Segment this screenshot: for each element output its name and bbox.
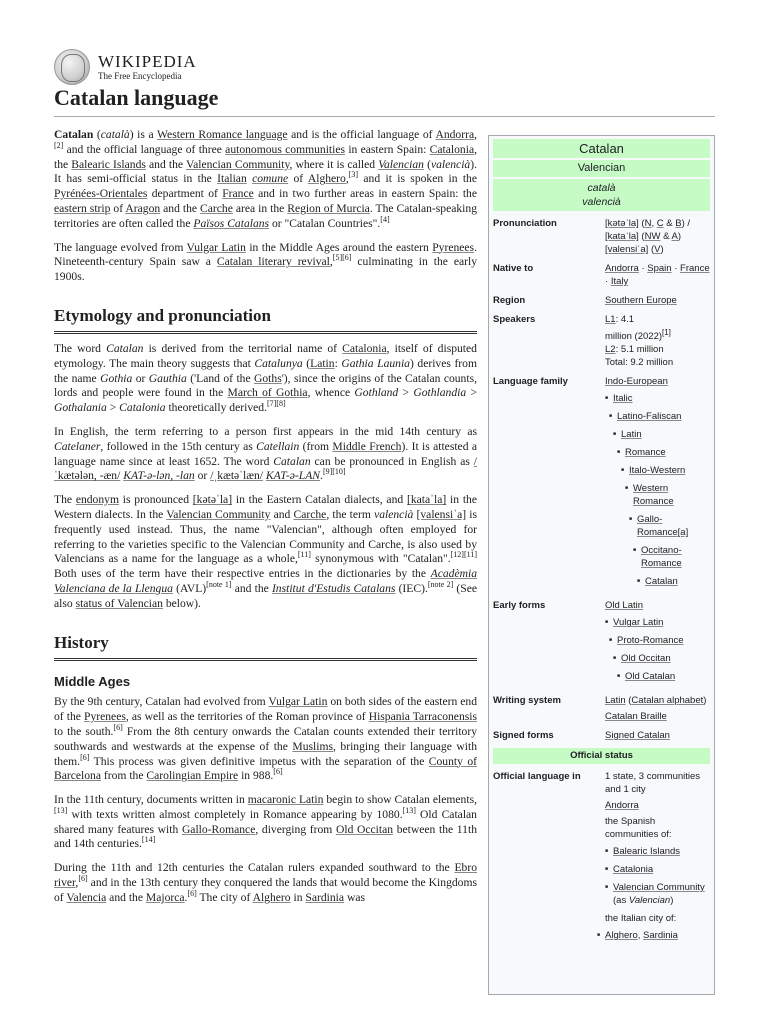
inline-link[interactable]: Alghero (252, 890, 291, 904)
site-header (54, 50, 197, 84)
list-item[interactable] (625, 670, 710, 683)
inline-link[interactable]: B (675, 218, 682, 229)
list-item[interactable] (641, 544, 710, 570)
infobox-value-region[interactable] (605, 294, 710, 307)
inline-link[interactable]: autonomous communities (225, 142, 346, 156)
lead-paragraph-2: The language evolved from Vulgar Latin in the Middle Ages around the eastern Pyrenees. Nineteenth-century Spain saw a Catalan literary revival,[5][6] culminating in the early 1900s. (54, 240, 478, 284)
inline-link[interactable]: Region of Murcia (287, 201, 370, 215)
inline-link[interactable]: [kataˈla] (406, 493, 447, 507)
inline-link[interactable]: Gallo-Romance (181, 822, 256, 836)
infobox-label: Native to (493, 263, 534, 274)
early-forms-tree (605, 616, 710, 683)
infobox-label: Language family (493, 376, 568, 388)
inline-link[interactable]: Goths (254, 371, 282, 385)
list-item[interactable] (637, 513, 710, 539)
page-title: Catalan language (54, 84, 715, 117)
inline-link[interactable]: Sardinia (305, 890, 345, 904)
inline-link[interactable]: Valencian Community (186, 157, 290, 171)
inline-link[interactable]: Italy (610, 276, 629, 287)
infobox-subtitle: Valencian (493, 160, 710, 177)
inline-link[interactable]: Pyrenees (84, 710, 126, 724)
list-item[interactable] (633, 482, 710, 508)
inline-link[interactable]: Middle French (332, 439, 402, 453)
inline-link[interactable]: March of Gothia (227, 386, 308, 400)
infobox-label: Early forms (493, 600, 546, 612)
inline-link[interactable]: Southern Europe (605, 295, 677, 306)
inline-link[interactable]: Andorra (435, 128, 475, 141)
inline-link[interactable]: L2 (605, 344, 616, 356)
infobox-section-official-status: Official status (493, 748, 710, 764)
inline-link[interactable]: V (654, 244, 661, 255)
list-item[interactable] (613, 392, 710, 405)
inline-link[interactable]: [valensiˈa] (416, 507, 467, 521)
inline-link[interactable]: [kətəˈla] (605, 218, 639, 229)
infobox-label: Official language in (493, 771, 581, 783)
infobox-value-language-family (605, 375, 710, 593)
tree-link[interactable]: Latin (621, 429, 642, 441)
inline-link[interactable]: Pyrénées-Orientales (54, 187, 148, 201)
infobox-row-language-family (493, 375, 710, 593)
wikipedia-wordmark[interactable] (98, 53, 197, 82)
language-infobox (488, 135, 715, 995)
inline-link[interactable]: /ˈkætələn, -æn/ (54, 454, 477, 483)
native-name-valencian: valencià (582, 196, 621, 208)
official-summary[interactable]: 1 state, 3 communities and 1 city Andorra the Spanish communities of: (605, 771, 701, 841)
infobox-value-official-language (605, 770, 710, 947)
infobox-row-region (493, 294, 710, 307)
official-communities-list (605, 845, 710, 907)
infobox-title: Catalan (493, 139, 710, 158)
inline-link[interactable]: County of Barcelona (54, 754, 477, 783)
inline-link[interactable]: Valencian Community (166, 507, 271, 521)
infobox-value-signed-forms[interactable] (605, 729, 710, 742)
inline-link[interactable]: Balearic Islands (71, 157, 146, 171)
inline-link[interactable]: Carche (293, 507, 327, 521)
subsection-heading-middle-ages: Middle Ages (54, 673, 131, 689)
article-body (54, 128, 477, 915)
inline-link[interactable]: [kataˈla] (605, 231, 639, 242)
inline-link[interactable]: Acadèmia Valenciana de la Llengua (54, 567, 477, 595)
inline-link[interactable]: NW (644, 231, 661, 242)
native-name-catalan: català (587, 182, 616, 194)
inline-link[interactable]: Carolingian Empire (146, 769, 239, 783)
infobox-value-native-to[interactable]: Andorra · Spain · France · Italy (605, 263, 710, 287)
italian-city-list (605, 929, 710, 942)
inline-link[interactable]: Old Occitan (335, 822, 394, 836)
inline-link[interactable]: Majorca (145, 890, 185, 904)
tree-link[interactable]: Italic (613, 393, 633, 405)
list-item[interactable] (621, 428, 710, 441)
inline-link[interactable]: eastern strip (54, 201, 111, 215)
infobox-value-early-forms (605, 599, 710, 688)
inline-link[interactable]: Andorra (605, 263, 639, 274)
inline-link[interactable]: macaronic Latin (247, 793, 324, 807)
inline-link[interactable]: Balearic Islands (613, 846, 681, 858)
etymology-paragraph-1: The word Catalan is derived from the territorial name of Catalonia, itself of disputed etymology. The main theory suggests that Catalunya (Latin: Gathia Launia) derives from the name Gothia or Gauthia ('Land of the Goths'), since the origins of the Catalan counts, lords and people were found in the March of Gothia, whence Gothland > Gothlandia > Gothalania > Catalonia theoretically derived.[7][8] (54, 341, 477, 415)
inline-link[interactable]: Vulgar Latin (268, 695, 328, 709)
inline-link[interactable]: Alghero (307, 172, 346, 186)
history-paragraph-3: During the 11th and 12th centuries the Catalan rulers expanded southward to the Ebro river,[6] and in the 13th century they conquered the lands that would become the Kingdoms of Valencia and the Majorca.[6] The city of Alghero in Sardinia was (54, 861, 477, 904)
inline-link[interactable]: A (671, 231, 678, 242)
inline-link[interactable]: Catalan alphabet (631, 695, 704, 707)
family-tree (605, 392, 710, 588)
list-item[interactable] (613, 863, 710, 876)
tree-link[interactable]: Gallo-Romance[a] (637, 514, 689, 539)
inline-link[interactable]: KAT-ə-LAN (265, 469, 321, 483)
tree-link[interactable]: Old Occitan (621, 653, 671, 665)
etymology-paragraph-2: In English, the term referring to a person first appears in the mid 14th century as Catelaner, followed in the 15th century as Catellain (from Middle French). It is attested a language name since at least 1652. The word Catalan can be pronounced in English as /ˈkætələn, -æn/ KAT-ə-lən, -lan or /ˌkætəˈlæn/ KAT-ə-LAN.[9][10] (54, 424, 477, 483)
inline-link[interactable]: Catalan literary revival (216, 255, 330, 269)
inline-link[interactable]: Països Catalans (193, 216, 270, 230)
inline-link[interactable]: Latin (310, 356, 335, 370)
inline-link[interactable]: Pyrenees (432, 240, 475, 254)
inline-link[interactable]: Valencian Community (613, 882, 705, 894)
tree-link[interactable]: Catalan (645, 576, 678, 588)
inline-link[interactable]: Alghero (605, 930, 638, 942)
inline-link[interactable]: status of Valencian (75, 596, 163, 610)
list-item[interactable] (613, 845, 710, 858)
infobox-value-writing-system[interactable]: Latin (Catalan alphabet) Catalan Braille (605, 695, 707, 723)
lead-paragraph-1: Catalan (català) is a Western Romance language and is the official language of Andorra,[2] and the official language of three autonomous communities in eastern Spain: Catalonia, the Balearic Islands and the Valencian Community, where it is called Valencian (valencià). It has semi-official status in the Italian comune of Alghero,[3] and it is spoken in the Pyrénées-Orientales department of France and in two further areas in eastern Spain: the eastern strip of Aragon and the Carche area in the Region of Murcia. The Catalan-speaking territories are often called the Països Catalans or "Catalan Countries".[4] (54, 128, 478, 230)
infobox-native-names (493, 179, 710, 211)
brand-name: WIKIPEDIA (98, 51, 197, 71)
inline-link[interactable]: Ebro river (54, 861, 477, 890)
inline-link[interactable]: Hispania Tarraconensis (368, 710, 477, 724)
list-item[interactable]: ■ Valencian Community (as Valencian) (613, 881, 710, 907)
infobox-value-speakers: L1: 4.1 million (2022)[1] L2: 5.1 million Total: 9.2 million (605, 314, 674, 369)
infobox-value-pronunciation[interactable]: [kətəˈla] (N, C & B) / [kataˈla] (NW & A) [valensiˈa] (V) (605, 218, 691, 255)
infobox-row-early-forms (493, 599, 710, 688)
infobox-row-official-language (493, 770, 710, 947)
infobox-row-writing-system (493, 694, 710, 723)
history-paragraph-2: In the 11th century, documents written in macaronic Latin begin to show Catalan elements,[13] with texts written almost completely in Romance appearing by 1080.[13] Old Catalan shared many features with Gallo-Romance, diverging from Old Occitan between the 11th and 14th centuries.[14] (54, 793, 477, 851)
infobox-row-speakers (493, 313, 710, 369)
family-root-link[interactable]: Indo-European (605, 376, 668, 388)
inline-link[interactable]: Latin (605, 695, 626, 707)
inline-link[interactable]: Catalonia (613, 864, 654, 876)
tree-link[interactable]: Romance (625, 447, 666, 459)
tree-link[interactable]: Italo-Western (629, 465, 686, 477)
brand-tagline: The Free Encyclopedia (98, 70, 182, 81)
inline-link[interactable]: [kətəˈla] (192, 493, 233, 507)
italian-city-label: the Italian city of: (605, 913, 677, 925)
inline-link[interactable]: France (680, 263, 710, 274)
inline-link[interactable]: Institut d'Estudis Catalans (271, 581, 396, 595)
tree-link[interactable]: Vulgar Latin (613, 617, 664, 629)
inline-link[interactable]: Muslims (292, 739, 333, 753)
inline-link[interactable]: /ˌkætəˈlæn/ (210, 469, 264, 483)
wikipedia-globe-logo-icon[interactable] (54, 49, 90, 85)
list-item[interactable] (617, 410, 710, 423)
list-item[interactable] (613, 616, 710, 629)
inline-link[interactable]: L1 (605, 314, 616, 325)
inline-link[interactable]: N (644, 218, 652, 229)
inline-link[interactable]: Vulgar Latin (186, 240, 246, 254)
list-item[interactable] (629, 464, 710, 477)
list-item[interactable]: ■ Alghero, Sardinia (605, 929, 710, 942)
inline-link[interactable]: Carche (200, 201, 233, 215)
inline-link[interactable]: Aragon (125, 201, 161, 215)
list-item[interactable] (621, 652, 710, 665)
inline-link[interactable]: Valencia (66, 890, 107, 904)
inline-link[interactable]: Valencian (378, 157, 424, 171)
history-paragraph-1: By the 9th century, Catalan had evolved from Vulgar Latin on both sides of the eastern end of the Pyrenees, as well as the territories of the Roman province of Hispania Tarraconensis to the south.[6] From the 8th century onwards the Catalan counts extended their territory southwards and westwards at the expense of the Muslims, bringing their language with them.[6] This process was given definitive impetus with the separation of the County of Barcelona from the Carolingian Empire in 988.[6] (54, 695, 477, 783)
list-item[interactable] (645, 575, 710, 588)
list-item[interactable] (625, 446, 710, 459)
tree-link[interactable]: Occitano-Romance (641, 545, 682, 570)
inline-link[interactable]: Italian (217, 172, 247, 186)
early-root-link[interactable]: Old Latin (605, 600, 644, 612)
inline-link[interactable]: France (222, 187, 254, 201)
tree-link[interactable]: Western Romance (633, 483, 674, 508)
infobox-row-signed-forms (493, 729, 710, 742)
inline-link[interactable]: Sardinia (643, 930, 678, 942)
list-item[interactable] (617, 634, 710, 647)
inline-link[interactable]: Andorra (605, 800, 639, 812)
tree-link[interactable]: Latino-Faliscan (617, 411, 682, 423)
infobox-label: Signed forms (493, 730, 554, 742)
inline-link[interactable]: Signed Catalan (605, 730, 670, 742)
infobox-label: Region (493, 295, 526, 306)
tree-link[interactable]: Proto-Romance (617, 635, 684, 647)
etymology-paragraph-3: The endonym is pronounced [kətəˈla] in the Eastern Catalan dialects, and [kataˈla] in the Western dialects. In the Valencian Community and Carche, the term valencià [valensiˈa] is frequently used instead. Thus, the name "Valencian", although often employed for referring to the varieties specific to the Valencian Community and Carche, is also used by Valencians as a name for the language as a whole,[11] synonymous with "Catalan".[12][11] Both uses of the term have their respective entries in the dictionaries by the Acadèmia Valenciana de la Llengua (AVL)[note 1] and the Institut d'Estudis Catalans (IEC).[note 2] (See also status of Valencian below). (54, 493, 478, 610)
inline-link[interactable]: Catalan Braille (605, 711, 667, 723)
infobox-row-native-to (493, 262, 710, 288)
inline-link[interactable]: Catalonia (342, 341, 387, 355)
inline-link[interactable]: comune (252, 172, 289, 186)
inline-link[interactable]: KAT-ə-lən, -lan (123, 469, 195, 483)
inline-link[interactable]: [valensiˈa] (605, 244, 649, 255)
infobox-row-pronunciation (493, 217, 710, 256)
infobox-label: Writing system (493, 695, 561, 707)
infobox-label: Speakers (493, 314, 536, 325)
inline-link[interactable]: C (656, 218, 664, 229)
section-heading-history: History (54, 632, 477, 661)
inline-link[interactable]: Western Romance language (157, 128, 288, 141)
section-heading-etymology: Etymology and pronunciation (54, 305, 477, 334)
infobox-label: Pronunciation (493, 218, 557, 229)
inline-link[interactable]: Catalonia (429, 142, 475, 156)
tree-link[interactable]: Old Catalan (625, 671, 676, 683)
inline-link[interactable]: Spain (647, 263, 672, 274)
inline-link[interactable]: endonym (75, 493, 119, 507)
